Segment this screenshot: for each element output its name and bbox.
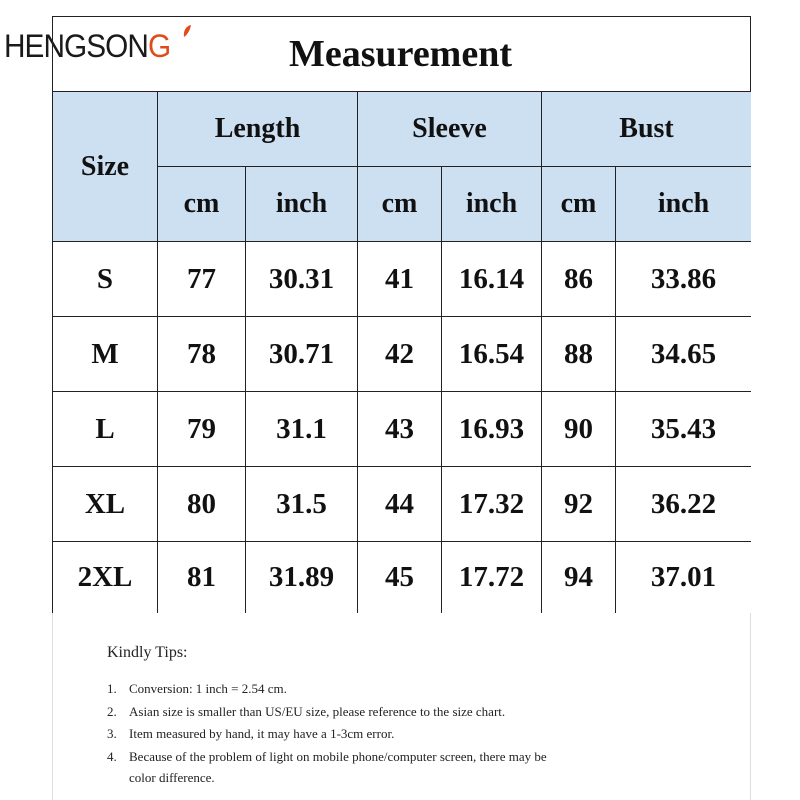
length-inch-cell — [246, 392, 358, 467]
tip-number: 2. — [107, 704, 117, 719]
sleeve-cm-cell — [358, 317, 442, 392]
bust-cm-cell — [542, 392, 616, 467]
bust-inch-cell — [616, 467, 751, 542]
tip-number: 4. — [107, 749, 117, 764]
sleeve-header — [358, 92, 542, 167]
cell-value: 16.93 — [458, 412, 525, 445]
cell-value: 30.31 — [268, 262, 335, 295]
size-cell — [53, 242, 158, 317]
cell-value: 35.43 — [650, 412, 717, 445]
length-cm-cell — [158, 317, 246, 392]
size-header — [53, 92, 158, 242]
cell-value: 92 — [564, 487, 593, 520]
size-cell — [53, 392, 158, 467]
cell-value: 44 — [385, 487, 414, 520]
cell-value: 41 — [385, 262, 414, 295]
sleeve-cm-cell — [358, 467, 442, 542]
bust-cm-cell — [542, 317, 616, 392]
cell-value: 42 — [385, 337, 414, 370]
sleeve-cm-cell — [358, 542, 442, 613]
cell-value: M — [91, 337, 119, 370]
cell-value: 31.1 — [276, 412, 327, 445]
sleeve-cm-header — [358, 167, 442, 242]
cell-value: 43 — [385, 412, 414, 445]
cell-value: 31.89 — [268, 561, 335, 593]
size-cell — [53, 542, 158, 613]
length-inch-cell — [246, 467, 358, 542]
measurement-table — [52, 16, 751, 613]
cell-value: L — [95, 412, 115, 445]
cell-value: 77 — [187, 262, 216, 295]
cell-value: 36.22 — [650, 487, 717, 520]
length-header-label: Length — [214, 113, 301, 144]
kindly-tips-section — [52, 613, 751, 800]
size-header-label: Size — [80, 150, 130, 182]
tip-item — [107, 704, 505, 720]
sleeve-cm-cell — [358, 392, 442, 467]
cell-value: 16.54 — [458, 337, 525, 370]
brand-text-accent: G — [147, 28, 171, 64]
size-cell — [53, 317, 158, 392]
tip-item — [107, 681, 287, 697]
sleeve-inch-cell — [442, 242, 542, 317]
size-cell — [53, 467, 158, 542]
sleeve-inch-cell — [442, 317, 542, 392]
cell-value: S — [96, 262, 114, 295]
sleeve-inch-header — [442, 167, 542, 242]
tip-number: 3. — [107, 726, 117, 741]
tip-text: Asian size is smaller than US/EU size, please reference to the size chart. — [129, 704, 506, 719]
bust-cm-cell — [542, 242, 616, 317]
cell-value: XL — [84, 487, 126, 520]
cell-value: 33.86 — [650, 262, 717, 295]
length-cm-cell — [158, 542, 246, 613]
cell-value: 30.71 — [268, 337, 335, 370]
unit-label: inch — [465, 188, 518, 219]
bust-header-label: Bust — [619, 113, 674, 144]
cell-value: 17.72 — [458, 561, 525, 593]
bust-inch-cell — [616, 317, 751, 392]
cell-value: 88 — [564, 337, 593, 370]
length-cm-header — [158, 167, 246, 242]
cell-value: 17.32 — [458, 487, 525, 520]
bust-inch-cell — [616, 392, 751, 467]
cell-value: 31.5 — [276, 487, 327, 520]
sleeve-inch-cell — [442, 392, 542, 467]
length-cm-cell — [158, 467, 246, 542]
tip-text-continued: color difference. — [129, 770, 215, 785]
bust-cm-cell — [542, 467, 616, 542]
cell-value: 94 — [564, 561, 593, 593]
sleeve-cm-cell — [358, 242, 442, 317]
cell-value: 86 — [564, 262, 593, 295]
length-cm-cell — [158, 392, 246, 467]
cell-value: 80 — [187, 487, 216, 520]
cell-value: 45 — [385, 561, 414, 593]
tip-item — [107, 726, 394, 742]
cell-value: 37.01 — [650, 561, 717, 593]
sleeve-inch-cell — [442, 542, 542, 613]
sleeve-header-label: Sleeve — [412, 113, 487, 144]
length-cm-cell — [158, 242, 246, 317]
unit-label: cm — [381, 188, 418, 219]
title-row — [53, 17, 750, 92]
length-header — [158, 92, 358, 167]
bust-inch-cell — [616, 542, 751, 613]
cell-value: 79 — [187, 412, 216, 445]
cell-value: 90 — [564, 412, 593, 445]
cell-value: 78 — [187, 337, 216, 370]
sleeve-inch-cell — [442, 467, 542, 542]
unit-label: cm — [560, 188, 597, 219]
cell-value: 2XL — [77, 561, 133, 593]
bust-inch-cell — [616, 242, 751, 317]
cell-value: 81 — [187, 561, 216, 593]
length-inch-cell — [246, 542, 358, 613]
length-inch-header — [246, 167, 358, 242]
tip-text: Because of the problem of light on mobile phone/computer screen, there may be — [129, 749, 547, 764]
tip-text: Item measured by hand, it may have a 1-3cm error. — [129, 726, 395, 741]
tip-item — [107, 749, 547, 765]
bust-cm-cell — [542, 542, 616, 613]
cell-value: 34.65 — [650, 337, 717, 370]
unit-label: inch — [275, 188, 328, 219]
cell-value: 16.14 — [458, 262, 525, 295]
tips-title: Kindly Tips: — [107, 644, 188, 661]
bust-cm-header — [542, 167, 616, 242]
unit-label: cm — [183, 188, 220, 219]
unit-label: inch — [657, 188, 710, 219]
bust-header — [542, 92, 751, 167]
brand-text-main: HENGSON — [4, 28, 148, 64]
length-inch-cell — [246, 242, 358, 317]
table-title: Measurement — [288, 33, 512, 75]
bust-inch-header — [616, 167, 751, 242]
length-inch-cell — [246, 317, 358, 392]
tip-text: Conversion: 1 inch = 2.54 cm. — [129, 681, 287, 696]
tip-number: 1. — [107, 681, 117, 696]
